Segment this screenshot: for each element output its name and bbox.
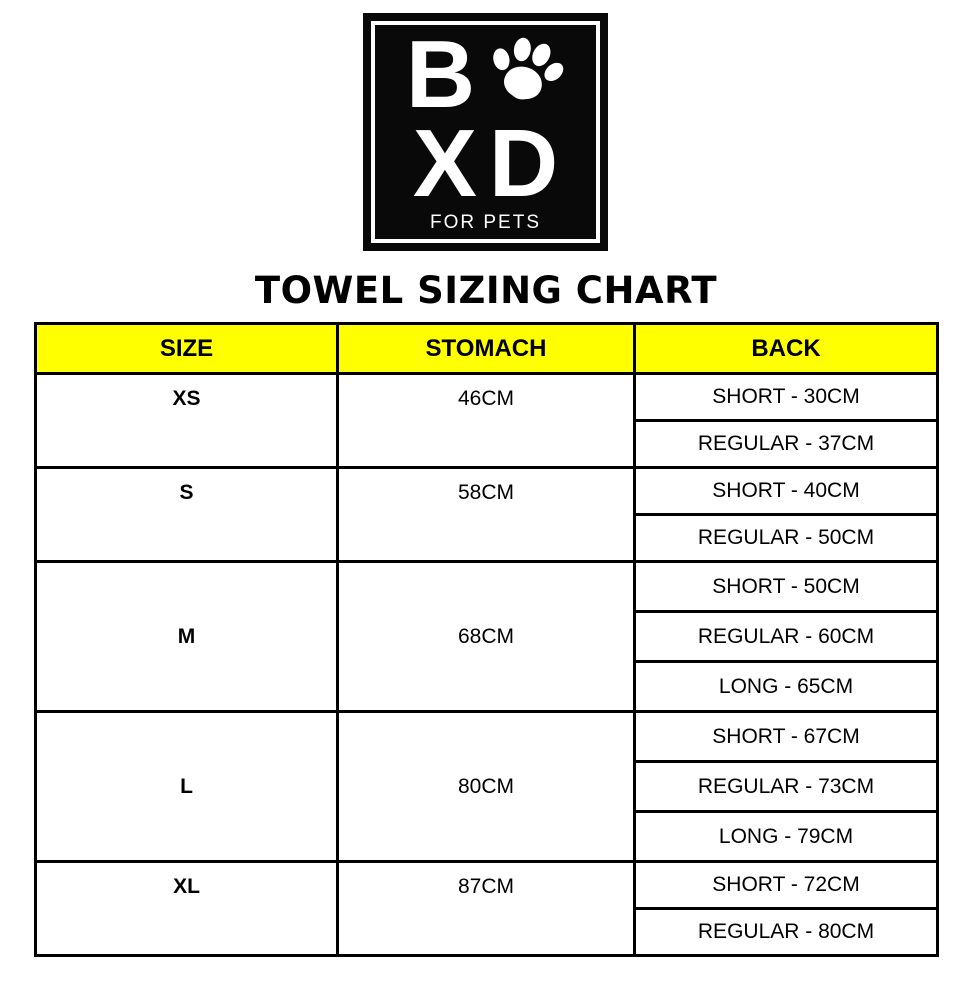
back-option-cell: REGULAR - 73CM xyxy=(635,762,938,812)
page-title: TOWEL SIZING CHART xyxy=(254,269,718,312)
back-option-cell: REGULAR - 37CM xyxy=(635,421,938,468)
table-row xyxy=(36,712,938,762)
table-row xyxy=(36,562,938,612)
stomach-cell xyxy=(338,374,635,468)
sizing-table xyxy=(34,322,939,957)
back-option-cell: SHORT - 50CM xyxy=(635,562,938,612)
logo-line1 xyxy=(405,21,565,128)
logo-letters-xd: XD xyxy=(412,110,571,217)
size-label: XL xyxy=(173,874,200,898)
size-label: S xyxy=(179,480,194,504)
header-size: SIZE xyxy=(36,324,338,374)
back-option-cell: SHORT - 40CM xyxy=(635,468,938,515)
header-back: BACK xyxy=(635,324,938,374)
stomach-value: 58CM xyxy=(457,480,515,504)
size-label: L xyxy=(180,774,193,798)
stomach-cell xyxy=(338,468,635,562)
back-option-cell: REGULAR - 60CM xyxy=(635,612,938,662)
stomach-value: 46CM xyxy=(457,386,515,410)
brand-logo xyxy=(363,13,608,251)
back-option-cell: REGULAR - 50CM xyxy=(635,515,938,562)
header-row xyxy=(36,324,938,374)
stomach-cell xyxy=(338,712,635,862)
table-row xyxy=(36,468,938,515)
stomach-value: 68CM xyxy=(457,624,515,648)
table-row xyxy=(36,862,938,909)
back-option-cell: REGULAR - 80CM xyxy=(635,909,938,956)
logo-letter-b: B xyxy=(405,21,476,128)
size-cell xyxy=(36,862,338,956)
size-label: XS xyxy=(172,386,201,410)
back-option-cell: LONG - 65CM xyxy=(635,662,938,712)
logo-frame xyxy=(371,21,600,243)
back-option-cell: SHORT - 67CM xyxy=(635,712,938,762)
size-cell xyxy=(36,562,338,712)
sizing-table-body xyxy=(36,374,938,956)
stomach-cell xyxy=(338,562,635,712)
stomach-cell xyxy=(338,862,635,956)
size-cell xyxy=(36,712,338,862)
back-option-cell: LONG - 79CM xyxy=(635,812,938,862)
back-option-cell: SHORT - 30CM xyxy=(635,374,938,421)
header-stomach: STOMACH xyxy=(338,324,635,374)
stomach-value: 80CM xyxy=(457,774,515,798)
paw-icon xyxy=(483,35,565,111)
back-option-cell: SHORT - 72CM xyxy=(635,862,938,909)
logo-tagline: FOR PETS xyxy=(429,212,541,233)
table-row xyxy=(36,374,938,421)
size-cell xyxy=(36,374,338,468)
stomach-value: 87CM xyxy=(457,874,515,898)
size-label: M xyxy=(177,624,196,648)
size-cell xyxy=(36,468,338,562)
